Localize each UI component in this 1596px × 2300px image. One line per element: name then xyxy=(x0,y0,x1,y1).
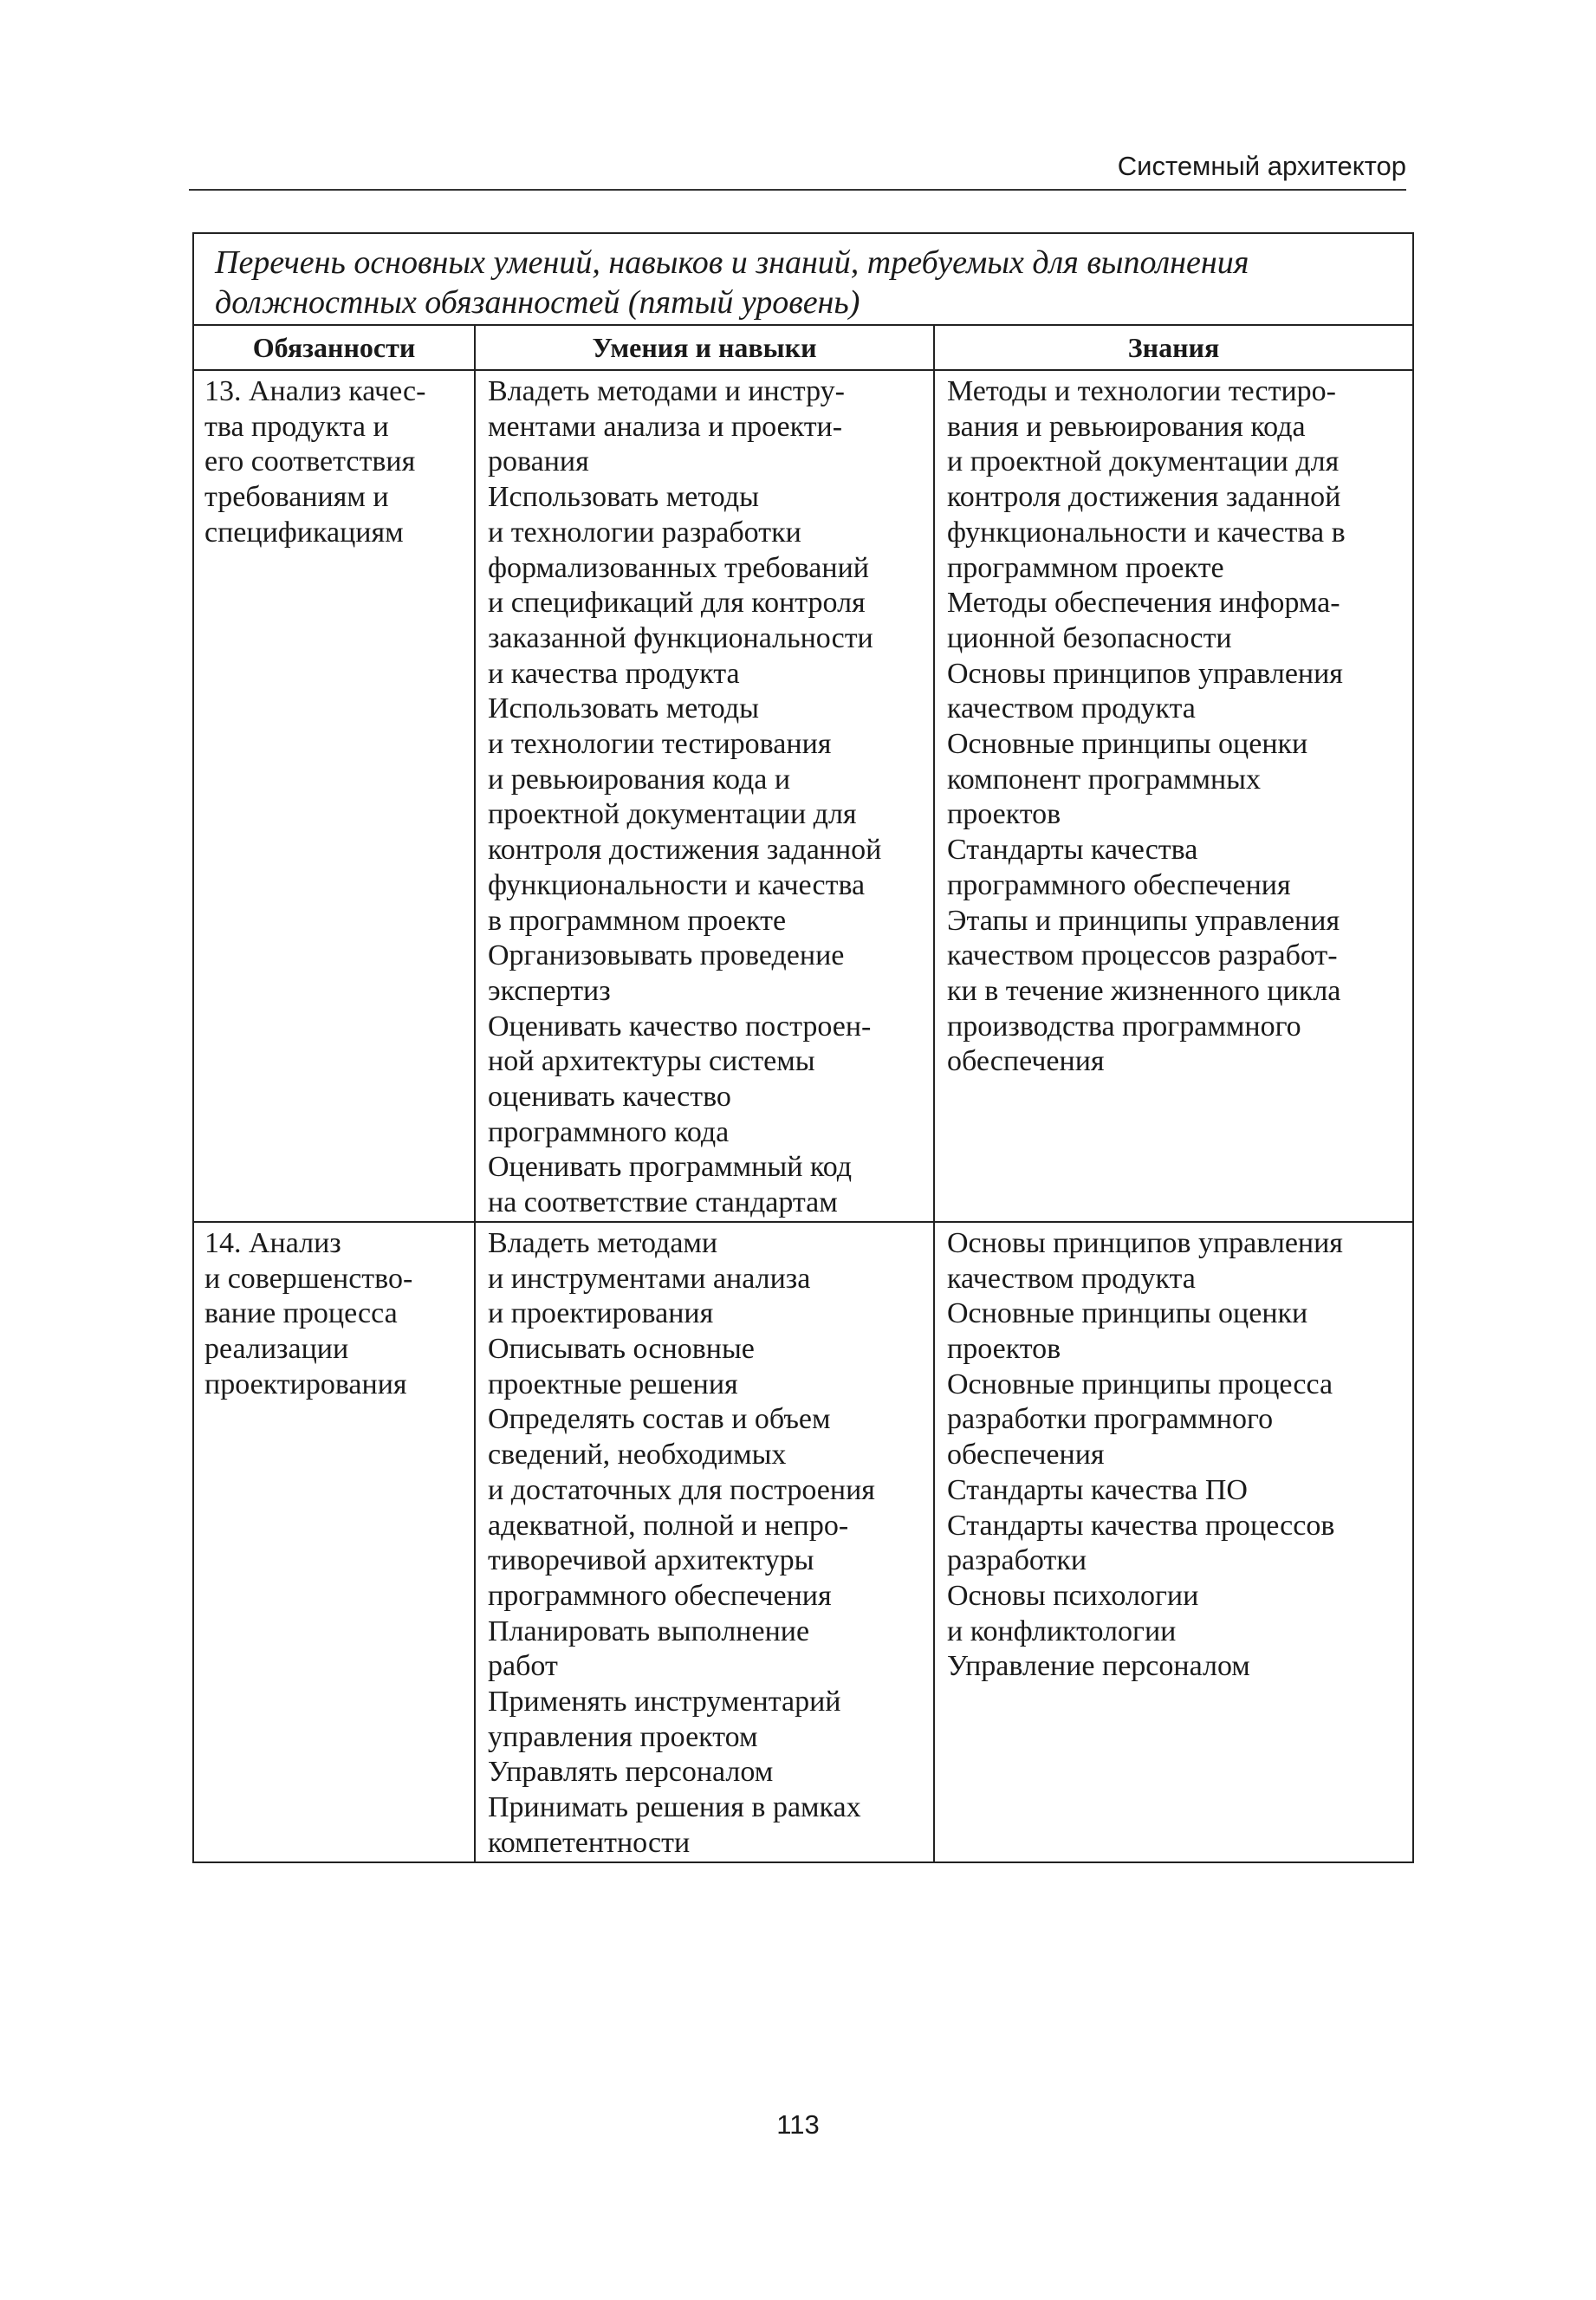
cell-line: Этапы и принципы управления xyxy=(947,904,1340,937)
cell-line: рования xyxy=(488,445,589,478)
cell-line: тиворечивой архитектуры xyxy=(488,1544,814,1577)
cell-line: Организовывать проведение xyxy=(488,939,845,972)
cell-line: Принимать решения в рамках xyxy=(488,1791,861,1824)
cell-line: Определять состав и объем xyxy=(488,1403,831,1436)
cell-line: проектные решения xyxy=(488,1368,738,1400)
cell-line: Управлять персоналом xyxy=(488,1756,774,1789)
cell-line: качеством процессов разработ- xyxy=(947,939,1338,972)
cell-line: и спецификаций для контроля xyxy=(488,587,866,620)
header-duties: Обязанности xyxy=(193,325,475,370)
cell-line: 14. Анализ xyxy=(204,1226,341,1259)
cell-line: Методы обеспечения информа- xyxy=(947,587,1340,620)
cell-line: и качества продукта xyxy=(488,657,740,690)
skills-cell xyxy=(475,1222,934,1862)
cell-line: проектирования xyxy=(204,1368,407,1400)
cell-line: спецификациям xyxy=(204,516,404,549)
cell-line: его соответствия xyxy=(204,445,416,478)
header-knowledge: Знания xyxy=(934,325,1413,370)
table-row xyxy=(193,1222,1413,1862)
duty-cell xyxy=(193,1222,475,1862)
running-head: Системный архитектор xyxy=(189,149,1406,191)
cell-line: программного обеспечения xyxy=(947,868,1291,901)
cell-line: вания и ревьюирования кода xyxy=(947,410,1306,443)
cell-line: Основные принципы процесса xyxy=(947,1368,1333,1400)
cell-line: Стандарты качества xyxy=(947,834,1198,867)
cell-line: и ревьюирования кода и xyxy=(488,763,791,796)
cell-line: обеспечения xyxy=(947,1439,1105,1472)
caption-line: Перечень основных умений, навыков и знаний, требуемых для выполнения xyxy=(215,244,1249,281)
cell-line: качеством продукта xyxy=(947,1262,1196,1295)
cell-line: заказанной функциональности xyxy=(488,621,873,654)
skills-table xyxy=(192,232,1414,1863)
cell-line: обеспечения xyxy=(947,1045,1105,1078)
cell-line: оценивать качество xyxy=(488,1081,731,1114)
cell-line: Основы принципов управления xyxy=(947,1226,1343,1259)
cell-line: проектов xyxy=(947,1332,1061,1365)
cell-line: Использовать методы xyxy=(488,481,759,514)
cell-line: и проектной документации для xyxy=(947,445,1340,478)
cell-line: требованиям и xyxy=(204,481,389,514)
cell-line: работ xyxy=(488,1650,558,1683)
cell-line: вание процесса xyxy=(204,1297,398,1330)
knowledge-cell xyxy=(934,1222,1413,1862)
cell-line: ционной безопасности xyxy=(947,621,1232,654)
cell-line: компетентности xyxy=(488,1826,691,1859)
cell-line: программного обеспечения xyxy=(488,1579,832,1612)
cell-line: Методы и технологии тестиро- xyxy=(947,375,1336,407)
cell-line: Применять инструментарий xyxy=(488,1686,841,1719)
cell-line: и совершенство- xyxy=(204,1262,413,1295)
cell-line: и технологии тестирования xyxy=(488,728,832,761)
table-caption xyxy=(193,233,1413,325)
cell-line: формализованных требований xyxy=(488,551,869,584)
cell-line: Основы психологии xyxy=(947,1579,1199,1612)
header-skills: Умения и навыки xyxy=(475,325,934,370)
cell-line: и технологии разработки xyxy=(488,516,801,549)
cell-line: Оценивать качество построен- xyxy=(488,1010,872,1043)
cell-line: Основы принципов управления xyxy=(947,657,1343,690)
cell-line: проектной документации для xyxy=(488,798,857,831)
knowledge-cell xyxy=(934,370,1413,1222)
cell-line: Стандарты качества процессов xyxy=(947,1509,1335,1542)
cell-line: Владеть методами и инстру- xyxy=(488,375,845,407)
cell-line: Владеть методами xyxy=(488,1226,718,1259)
cell-line: качеством продукта xyxy=(947,692,1196,725)
caption-line: должностных обязанностей (пятый уровень) xyxy=(215,284,860,321)
cell-line: контроля достижения заданной xyxy=(488,834,882,867)
cell-line: функциональности и качества в xyxy=(947,516,1346,549)
cell-line: реализации xyxy=(204,1332,349,1365)
cell-line: и достаточных для построения xyxy=(488,1473,875,1506)
cell-line: ментами анализа и проекти- xyxy=(488,410,843,443)
duty-cell xyxy=(193,370,475,1222)
table-header-row xyxy=(193,325,1413,370)
cell-line: производства программного xyxy=(947,1010,1301,1043)
cell-line: сведений, необходимых xyxy=(488,1439,787,1472)
cell-line: программного кода xyxy=(488,1115,730,1148)
cell-line: разработки программного xyxy=(947,1403,1274,1436)
skills-cell xyxy=(475,370,934,1222)
cell-line: ки в течение жизненного цикла xyxy=(947,974,1341,1007)
cell-line: в программном проекте xyxy=(488,904,787,937)
cell-line: управления проектом xyxy=(488,1720,758,1753)
cell-line: и проектирования xyxy=(488,1297,714,1330)
table-row xyxy=(193,370,1413,1222)
cell-line: ной архитектуры системы xyxy=(488,1045,815,1078)
cell-line: компонент программных xyxy=(947,763,1261,796)
cell-line: Оценивать программный код xyxy=(488,1151,853,1184)
page-number: 113 xyxy=(776,2109,820,2140)
cell-line: Использовать методы xyxy=(488,692,759,725)
cell-line: функциональности и качества xyxy=(488,868,866,901)
cell-line: экспертиз xyxy=(488,974,611,1007)
cell-line: адекватной, полной и непро- xyxy=(488,1509,849,1542)
cell-line: Основные принципы оценки xyxy=(947,1297,1308,1330)
cell-line: проектов xyxy=(947,798,1061,831)
cell-line: Основные принципы оценки xyxy=(947,728,1308,761)
cell-line: на соответствие стандартам xyxy=(488,1186,838,1219)
cell-line: 13. Анализ качес- xyxy=(204,375,426,407)
cell-line: программном проекте xyxy=(947,551,1224,584)
cell-line: и инструментами анализа xyxy=(488,1262,811,1295)
cell-line: Планировать выполнение xyxy=(488,1615,810,1647)
cell-line: контроля достижения заданной xyxy=(947,481,1341,514)
cell-line: Описывать основные xyxy=(488,1332,755,1365)
cell-line: Стандарты качества ПО xyxy=(947,1473,1248,1506)
cell-line: Управление персоналом xyxy=(947,1650,1250,1683)
cell-line: разработки xyxy=(947,1544,1087,1577)
table-caption-row xyxy=(193,233,1413,325)
cell-line: тва продукта и xyxy=(204,410,389,443)
cell-line: и конфликтологии xyxy=(947,1615,1177,1647)
